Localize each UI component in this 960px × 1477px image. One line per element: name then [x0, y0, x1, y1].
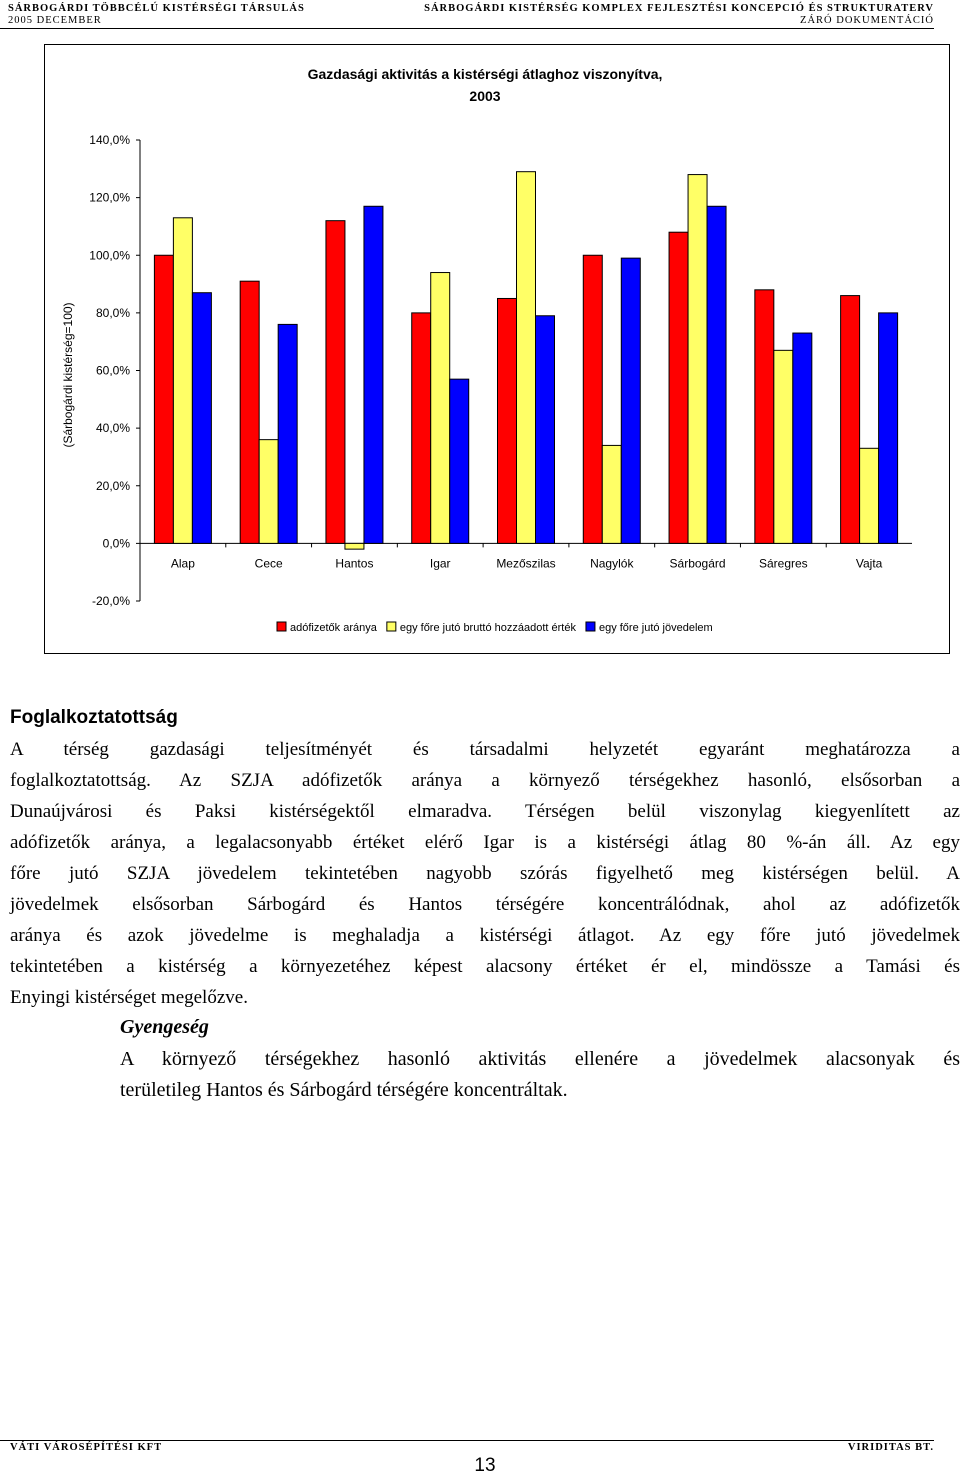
legend-label: egy főre jutó jövedelem	[598, 622, 713, 634]
y-tick-label: 40,0%	[95, 421, 130, 436]
y-tick-label: 80,0%	[95, 305, 130, 320]
bar	[774, 350, 793, 543]
x-tick-label: Hantos	[335, 556, 374, 571]
bar	[192, 293, 211, 544]
bar	[154, 255, 173, 543]
bar	[326, 221, 345, 544]
y-tick-label: 120,0%	[89, 190, 130, 205]
bar	[517, 172, 536, 544]
bar	[707, 206, 726, 543]
legend-label: egy főre jutó bruttó hozzáadott érték	[399, 622, 576, 634]
text-line: A környező térségekhez hasonló aktivitás ellenére a jövedelmek alacsonyak és	[120, 1048, 960, 1070]
y-tick-label: 60,0%	[95, 363, 130, 378]
bar	[879, 313, 898, 544]
y-tick-label: 100,0%	[89, 248, 130, 263]
y-tick-label: 0,0%	[102, 536, 130, 551]
bar	[345, 543, 364, 549]
header-org: SÁRBOGÁRDI TÖBBCÉLÚ KISTÉRSÉGI TÁRSULÁS	[8, 3, 305, 14]
bar	[412, 313, 431, 544]
page-number: 13	[474, 1455, 496, 1476]
text-line: foglalkoztatottság. Az SZJA adófizetők aránya a környező térségekhez hasonló, elsősorban a	[10, 770, 960, 791]
bar	[259, 440, 278, 544]
section-heading: Foglalkoztatottság	[10, 707, 178, 728]
subsection-heading: Gyengeség	[120, 1016, 209, 1038]
text-line: A térség gazdasági teljesítményét és társadalmi helyzetét egyaránt meghatározza a	[10, 739, 960, 760]
text-line: főre jutó SZJA jövedelem tekintetében nagyobb szórás figyelhető meg kistérségen belül. A	[10, 863, 960, 884]
paragraph-employment	[10, 734, 960, 1013]
chart-title: Gazdasági aktivitás a kistérségi átlaghoz viszonyítva,	[307, 66, 663, 82]
bar	[755, 290, 774, 544]
footer-left: VÁTI VÁROSÉPÍTÉSI KFT	[10, 1442, 163, 1453]
x-tick-label: Igar	[429, 556, 451, 571]
y-tick-label: 20,0%	[95, 478, 130, 493]
bar	[583, 255, 602, 543]
bar	[364, 206, 383, 543]
legend-label: adófizetők aránya	[290, 622, 377, 634]
text-line: Enyingi kistérséget megelőzve.	[10, 987, 248, 1008]
x-tick-label: Alap	[170, 556, 195, 571]
bar	[860, 448, 879, 543]
y-tick-label: -20,0%	[91, 594, 130, 608]
x-tick-label: Vajta	[855, 556, 883, 571]
bar	[602, 445, 621, 543]
text-line: területileg Hantos és Sárbogárd térségére koncentráltak.	[120, 1079, 568, 1101]
x-tick-label: Sáregres	[758, 556, 808, 571]
header-divider	[0, 28, 934, 29]
x-tick-label: Nagylók	[590, 556, 634, 571]
text-line: jövedelmek elsősorban Sárbogárd és Hantos térségére koncentrálódnak, ahol az adófizetők	[10, 894, 960, 915]
text-line: Dunaújvárosi és Paksi kistérségektől elmaradva. Térségen belül viszonylag kiegyenlített az	[10, 801, 960, 822]
y-axis-label: (Sárbogárdi kistérség=100)	[61, 302, 75, 448]
bar	[431, 273, 450, 544]
bar	[621, 258, 640, 543]
x-tick-label: Sárbogárd	[669, 556, 726, 571]
bar	[669, 232, 688, 543]
paragraph-weakness	[120, 1044, 960, 1106]
bar	[841, 296, 860, 544]
chart-legend	[277, 622, 713, 634]
text-line: adófizetők aránya, a legalacsonyabb értéket elérő Igar is a kistérségi átlag 80 %-án áll. Az egy	[10, 832, 960, 853]
plot-area	[89, 133, 912, 608]
header-doc-type: ZÁRÓ DOKUMENTÁCIÓ	[800, 15, 934, 26]
y-tick-label: 140,0%	[89, 133, 130, 147]
footer-right: VIRIDITAS BT.	[847, 1442, 934, 1453]
bar-chart	[45, 45, 949, 653]
legend-swatch	[277, 622, 286, 631]
bar	[278, 324, 297, 543]
bar	[688, 175, 707, 544]
legend-swatch	[387, 622, 396, 631]
bar	[498, 298, 517, 543]
bar	[173, 218, 192, 544]
bar	[536, 316, 555, 544]
chart-title-year: 2003	[469, 88, 501, 104]
bar	[240, 281, 259, 543]
text-line: aránya és azok jövedelme is meghaladja a kistérségi átlagot. Az egy főre jutó jövedelmek	[10, 925, 960, 946]
header-date: 2005 DECEMBER	[8, 15, 102, 26]
text-line: tekintetében a kistérség a környezetéhez képest alacsony értéket ér el, mindössze a Tamási és	[10, 956, 960, 977]
x-tick-label: Cece	[254, 556, 283, 571]
header-project: SÁRBOGÁRDI KISTÉRSÉG KOMPLEX FEJLESZTÉSI KONCEPCIÓ ÉS STRUKTURATERV	[424, 3, 934, 14]
chart-frame	[44, 44, 950, 654]
footer-divider	[0, 1440, 934, 1441]
x-tick-label: Mezőszilas	[496, 556, 556, 571]
bar	[793, 333, 812, 543]
legend-swatch	[586, 622, 595, 631]
bar	[450, 379, 469, 543]
